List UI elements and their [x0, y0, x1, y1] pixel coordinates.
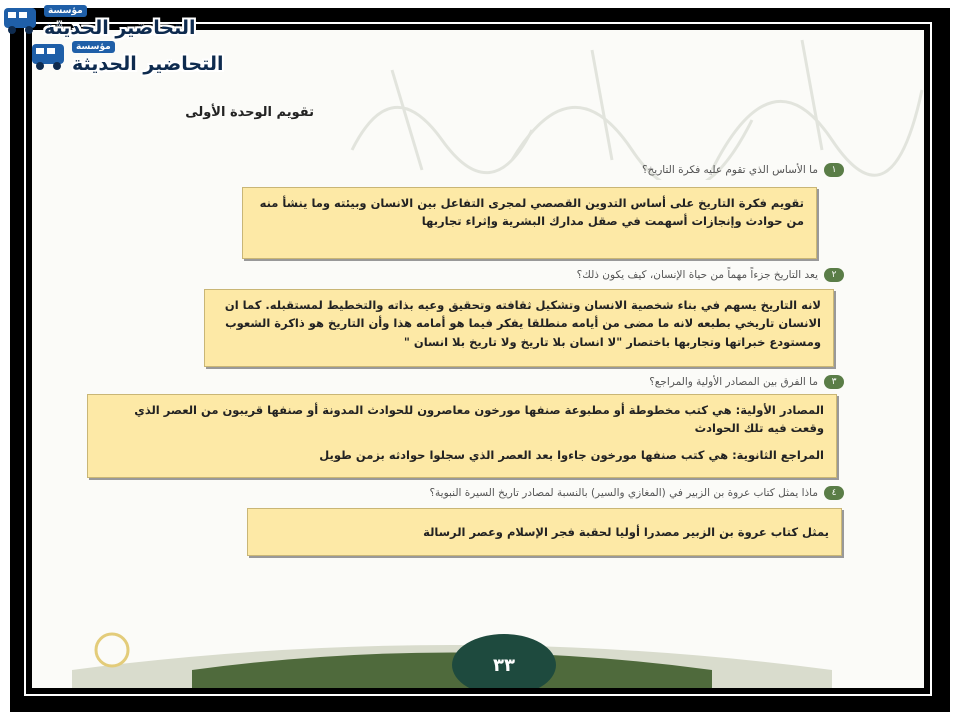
- question-2: [577, 268, 844, 282]
- question-text: ماذا يمثل كتاب عروة بن الزبير في (المغازي والسير) بالنسبة لمصادر تاريخ السيرة النبوية؟: [429, 487, 818, 499]
- calligraphy-background-decoration: [332, 30, 924, 180]
- question-3: [649, 375, 844, 389]
- question-number: ٣: [824, 375, 844, 389]
- question-number: ١: [824, 163, 844, 177]
- answer-box-1: [242, 187, 817, 259]
- answer-secondary-references: المراجع الثانوية: هي كتب صنفها مورخون جاءوا بعد العصر الذي سجلوا حوادثه بزمن طويل: [319, 447, 824, 462]
- textbook-page: [32, 30, 924, 688]
- answer-box-4: [247, 508, 842, 556]
- bus-icon: [2, 2, 40, 38]
- unit-title: تقويم الوحدة الأولى: [185, 105, 314, 120]
- question-4: [429, 486, 844, 500]
- answer-text: يمثل كتاب عروة بن الزبير مصدرا أوليا لحقبة فجر الإسلام وعصر الرسالة: [423, 524, 829, 539]
- answer-box-3: [87, 394, 837, 478]
- answer-box-2: [204, 289, 834, 367]
- watermark-name: التحاضير الحديثة: [44, 17, 196, 39]
- question-text: يعد التاريخ جزءاً مهماً من حياة الإنسان، كيف يكون ذلك؟: [576, 269, 818, 281]
- answer-text: تقويم فكرة التاريخ على أساس التدوين القصصي لمجرى التفاعل بين الانسان وبيئته وما ينشأ منه من حوادث وإنجازات أسهمت في صقل مدارك البشرية وإثراء تجاربها: [259, 196, 804, 229]
- watermark-name: التحاضير الحديثة: [72, 53, 224, 75]
- question-text: ما الأساس الذي تقوم عليه فكرة التاريخ؟: [641, 164, 818, 176]
- answer-primary-sources: المصادر الأولية: هي كتب مخطوطة أو مطبوعة صنفها مورخون معاصرون للحوادث المدونة أو صنفها قريبون من العصر الذي وقعت فيه تلك الحوادث: [134, 403, 824, 436]
- question-number: ٢: [824, 268, 844, 282]
- bus-icon: [30, 38, 68, 74]
- watermark-logo-1: [2, 2, 196, 38]
- answer-text: لانه التاريخ يسهم في بناء شخصية الانسان وتشكيل ثقافته وتحقيق وعيه بذاته والتخطيط لمستقبله. كما ان الانسان تاريخي بطبعه لانه ما مضى من أيامه منطلقا يفكر فيما هو أمامه هذا وأن التاريخ هو ذاكرة الشعوب ومستودع خبراتها وتجاربها باختصار "لا انسان بلا تاريخ ولا تاريخ بلا انسان ": [224, 298, 821, 349]
- page-number: ٣٣: [452, 634, 556, 688]
- watermark-small-label: مؤسسة: [44, 5, 87, 17]
- question-1: [642, 163, 844, 177]
- watermark-logo-2: [30, 38, 224, 74]
- watermark-small-label: مؤسسة: [72, 41, 115, 53]
- question-text: ما الفرق بين المصادر الأولية والمراجع؟: [649, 376, 818, 388]
- question-number: ٤: [824, 486, 844, 500]
